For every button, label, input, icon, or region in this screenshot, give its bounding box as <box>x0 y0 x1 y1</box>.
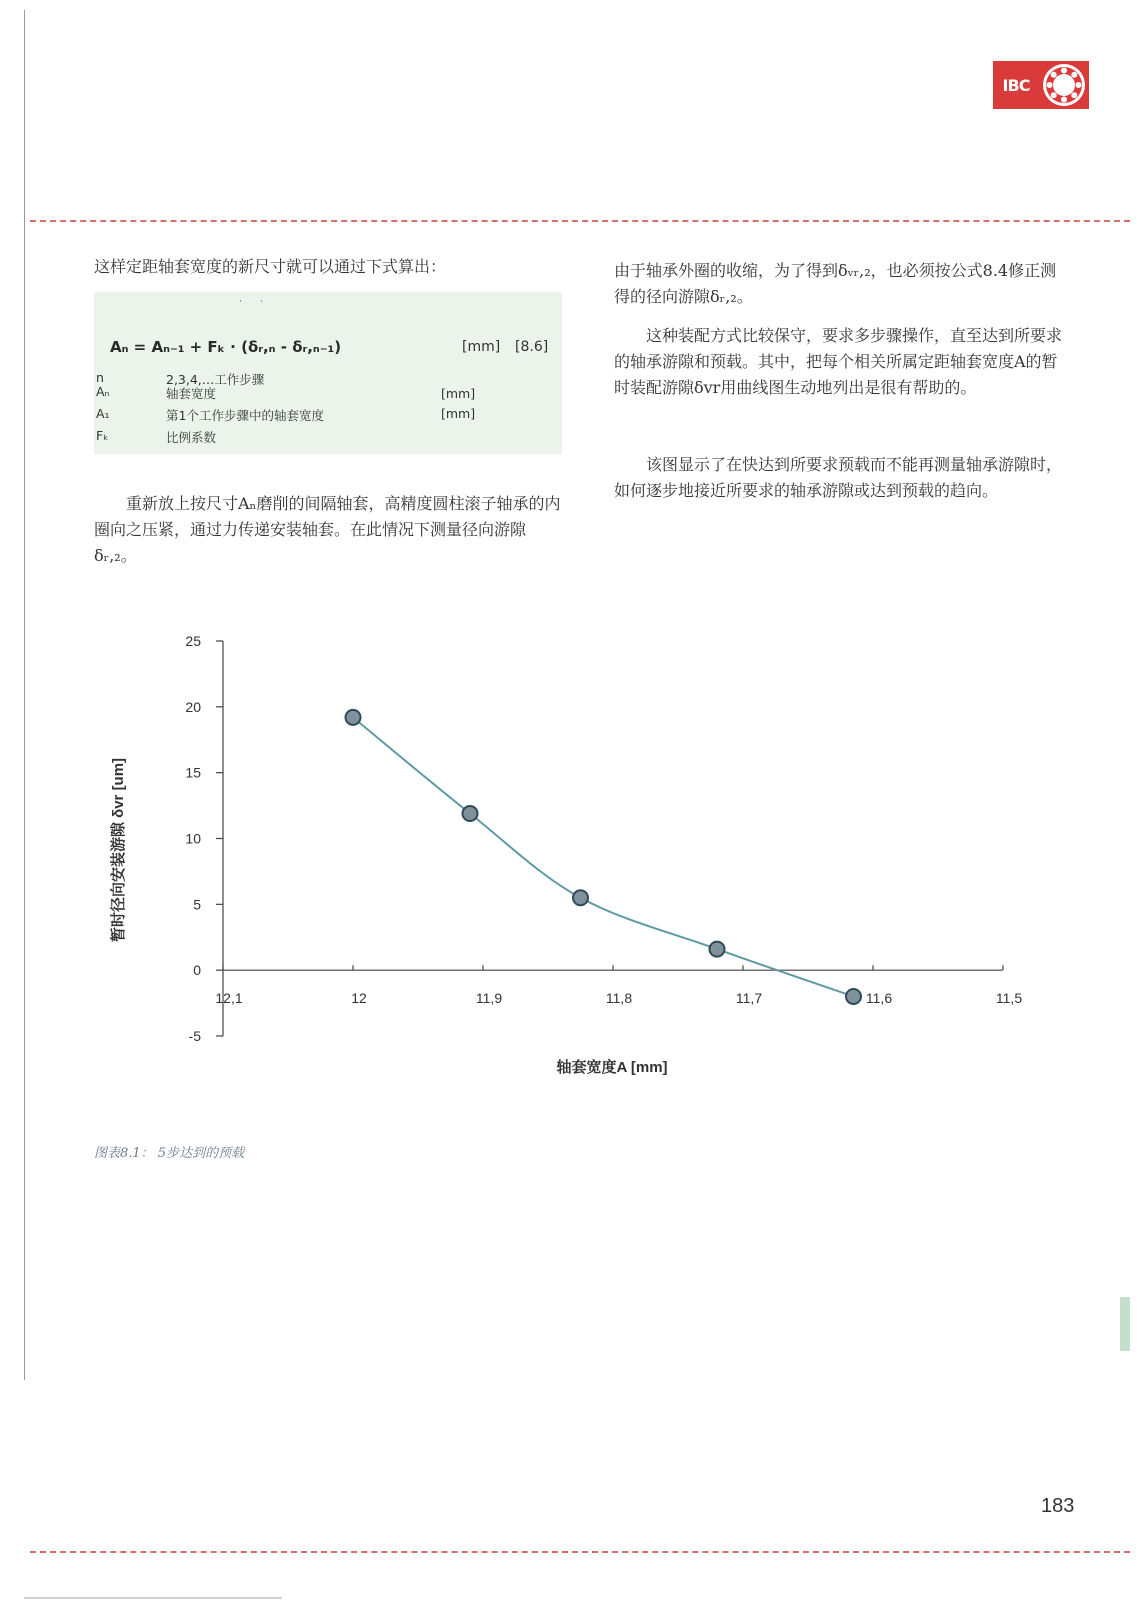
y-axis-label: 暂时径向安装游隙 δvr [um] <box>110 757 127 943</box>
footer-rule <box>24 1597 282 1599</box>
y-tick-label: 10 <box>185 830 201 847</box>
formula-box <box>94 292 562 454</box>
header-divider <box>30 220 1130 222</box>
data-point <box>346 710 361 725</box>
x-tick-label: 12 <box>351 990 367 1007</box>
x-tick-label: 11,8 <box>605 990 633 1007</box>
ibc-logo <box>993 61 1090 109</box>
intro-text: 这样定距轴套宽度的新尺寸就可以通过下式算出： <box>94 257 447 276</box>
y-tick-label: 0 <box>193 962 201 979</box>
legend-description: 比例系数 <box>166 430 217 445</box>
legend-description: 2,3,4,…工作步骤 <box>166 372 265 387</box>
formula-dots: ˙˙ <box>238 300 280 311</box>
left-margin-line <box>24 10 25 1380</box>
legend-description: 第1个工作步骤中的轴套宽度 <box>166 408 324 423</box>
formula-unit: [mm] <box>462 339 501 355</box>
formula-expression: Aₙ = Aₙ₋₁ + Fₖ · (δᵣ,ₙ - δᵣ,ₙ₋₁) <box>110 338 342 356</box>
legend-description: 轴套宽度 <box>166 386 217 401</box>
right-paragraph-1: 由于轴承外圈的收缩，为了得到δᵥᵣ,₂，也必须按公式8.4修正测得的径向游隙δᵣ,₂。 <box>614 261 1057 306</box>
x-tick-label: 11,9 <box>475 990 503 1007</box>
logo-text: IBC <box>993 61 1039 109</box>
chapter-tab <box>1120 1297 1130 1351</box>
y-tick-label: 15 <box>185 764 201 781</box>
legend-symbol: Fₖ <box>96 428 109 443</box>
figure-caption: 图表8.1： 5步达到的预载 <box>94 1146 245 1161</box>
data-point <box>573 890 588 905</box>
page-number: 183 <box>1041 1495 1075 1517</box>
y-tick-label: 25 <box>185 633 201 649</box>
left-paragraph: 重新放上按尺寸Aₙ磨削的间隔轴套，高精度圆柱滚子轴承的内圈向之压紧，通过力传递安装轴套。在此情况下测量径向游隙δᵣ,₂。 <box>94 494 561 565</box>
y-tick-label: 20 <box>185 698 201 715</box>
right-paragraph-3: 该图显示了在快达到所要求预载而不能再测量轴承游隙时，如何逐步地接近所要求的轴承游隙或达到预载的趋向。 <box>614 455 1063 500</box>
bearing-icon <box>1039 61 1089 109</box>
right-paragraph-2: 这种装配方式比较保守，要求多步骤操作，直至达到所要求的轴承游隙和预载。其中，把每个相关所属定距轴套宽度A的暂时装配游隙δvr用曲线图生动地列出是很有帮助的。 <box>614 326 1063 397</box>
x-tick-label: 11,6 <box>865 990 893 1007</box>
x-tick-label: 11,5 <box>995 990 1023 1007</box>
y-tick-label: -5 <box>188 1028 201 1044</box>
formula-number: [8.6] <box>515 339 549 355</box>
chart-ticks <box>185 633 1022 1044</box>
data-point <box>846 989 861 1004</box>
footer-divider <box>30 1551 1130 1553</box>
data-point <box>463 806 478 821</box>
series-line <box>353 717 854 996</box>
series-points <box>346 710 862 1007</box>
x-axis-label: 轴套宽度A [mm] <box>556 1059 668 1076</box>
data-point <box>710 942 725 957</box>
legend-symbol: n <box>96 370 104 385</box>
y-tick-label: 5 <box>193 896 201 913</box>
chart-axes <box>223 641 1003 1036</box>
x-tick-label: 12,1 <box>215 990 243 1007</box>
legend-unit: [mm] <box>441 406 476 421</box>
legend-symbol: A₁ <box>96 406 110 421</box>
legend-symbol: Aₙ <box>96 384 110 399</box>
clearance-chart <box>90 630 1050 1110</box>
legend-unit: [mm] <box>441 386 476 401</box>
x-tick-label: 11,7 <box>735 990 763 1007</box>
